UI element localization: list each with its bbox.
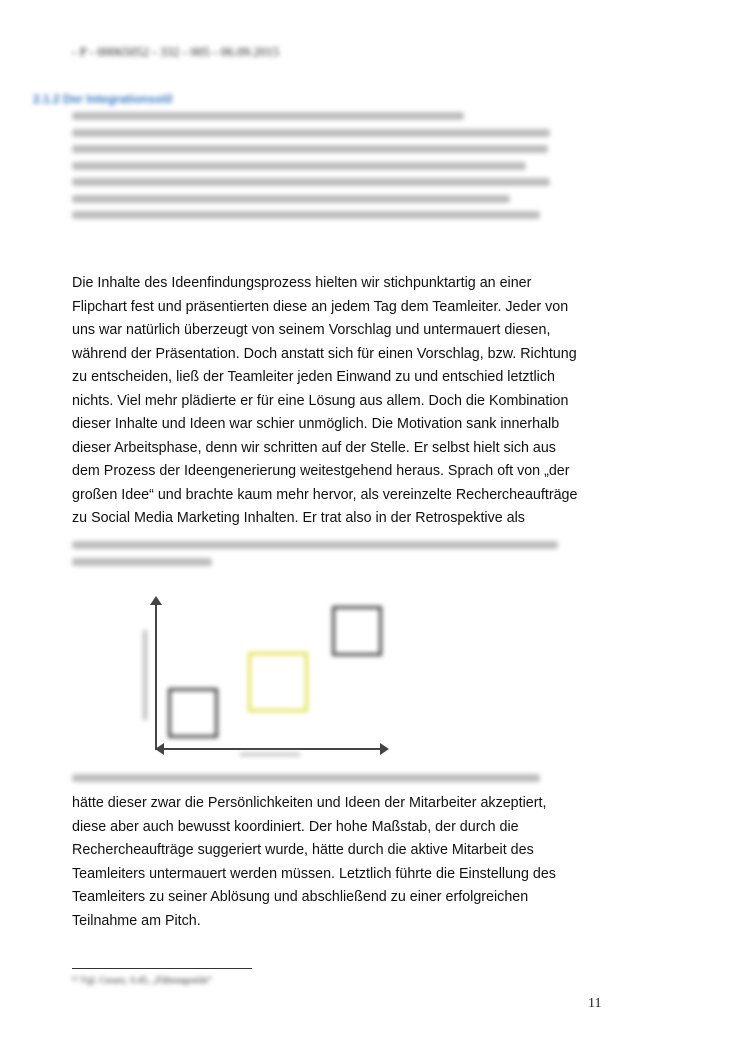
y-axis: [155, 602, 157, 750]
style-diagram: [140, 600, 390, 760]
text-line: dem Prozess der Ideengenerierung weitestgehend heraus. Sprach oft von „der: [72, 463, 570, 479]
diagram-box-3: [332, 606, 382, 656]
arrow-right-icon: [380, 743, 389, 755]
page-number: 11: [588, 996, 602, 1011]
text-line: großen Idee“ und brachte kaum mehr hervor, als vereinzelte Rechercheaufträge: [72, 486, 578, 503]
running-header: - P - 00065052 - 332 - 005 - 06.09.2015: [72, 44, 280, 59]
text-line: Teamleiters zu seiner Ablösung und abschließend zu einer erfolgreichen: [72, 889, 529, 905]
section-heading: 2.1.2 Der Integrationsstil: [33, 92, 173, 106]
text-line: Rechercheaufträge suggeriert wurde, hätte durch die aktive Mitarbeit des: [72, 842, 534, 858]
text-line: zu entscheiden, ließ der Teamleiter jeden Einwand zu und entschied letztlich: [72, 369, 555, 385]
blurred-paragraph-top: [72, 104, 552, 228]
y-axis-label: [143, 630, 147, 720]
blurred-line-bottom: [72, 766, 552, 791]
text-line: diese aber auch bewusst koordiniert. Der hohe Maßstab, der durch die: [72, 818, 519, 835]
text-line: dieser Arbeitsphase, denn wir schritten auf der Stelle. Er selbst hielt sich aus: [72, 439, 556, 456]
text-line: nichts. Viel mehr plädierte er für eine Lösung aus allem. Doch die Kombination: [72, 392, 569, 409]
x-axis-label: [240, 753, 300, 756]
text-line: Die Inhalte des Ideenfindungsprozess hielten wir stichpunktartig an einer: [72, 275, 532, 291]
text-line: hätte dieser zwar die Persönlichkeiten und Ideen der Mitarbeiter akzeptiert,: [72, 795, 547, 811]
footnote-divider: [72, 968, 252, 969]
text-line: zu Social Media Marketing Inhalten. Er trat also in der Retrospektive als: [72, 510, 525, 526]
text-line: Teilnahme am Pitch.: [72, 912, 201, 929]
text-line: Flipchart fest und präsentierten diese an jedem Tag dem Teamleiter. Jeder von: [72, 298, 569, 315]
diagram-box-1: [168, 688, 218, 738]
x-axis: [155, 748, 383, 750]
paragraph-1: [72, 272, 578, 531]
blurred-paragraph-mid: [72, 533, 552, 574]
diagram-box-integration: [248, 652, 308, 712]
text-line: während der Präsentation. Doch anstatt sich für einen Vorschlag, bzw. Richtung: [72, 345, 577, 362]
arrow-left-icon: [155, 743, 164, 755]
footnote: ¹⁶ Vgl. Cesarz, S.45, „Führungsstile“: [72, 976, 213, 986]
text-line: dieser Inhalte und Ideen war schier unmöglich. Die Motivation sank innerhalb: [72, 416, 560, 432]
text-line: Teamleiters untermauert werden müssen. Letztlich führte die Einstellung des: [72, 865, 556, 882]
paragraph-2: [72, 792, 572, 933]
arrow-up-icon: [150, 596, 162, 605]
text-line: uns war natürlich überzeugt von seinem Vorschlag und untermauert diesen,: [72, 322, 551, 338]
